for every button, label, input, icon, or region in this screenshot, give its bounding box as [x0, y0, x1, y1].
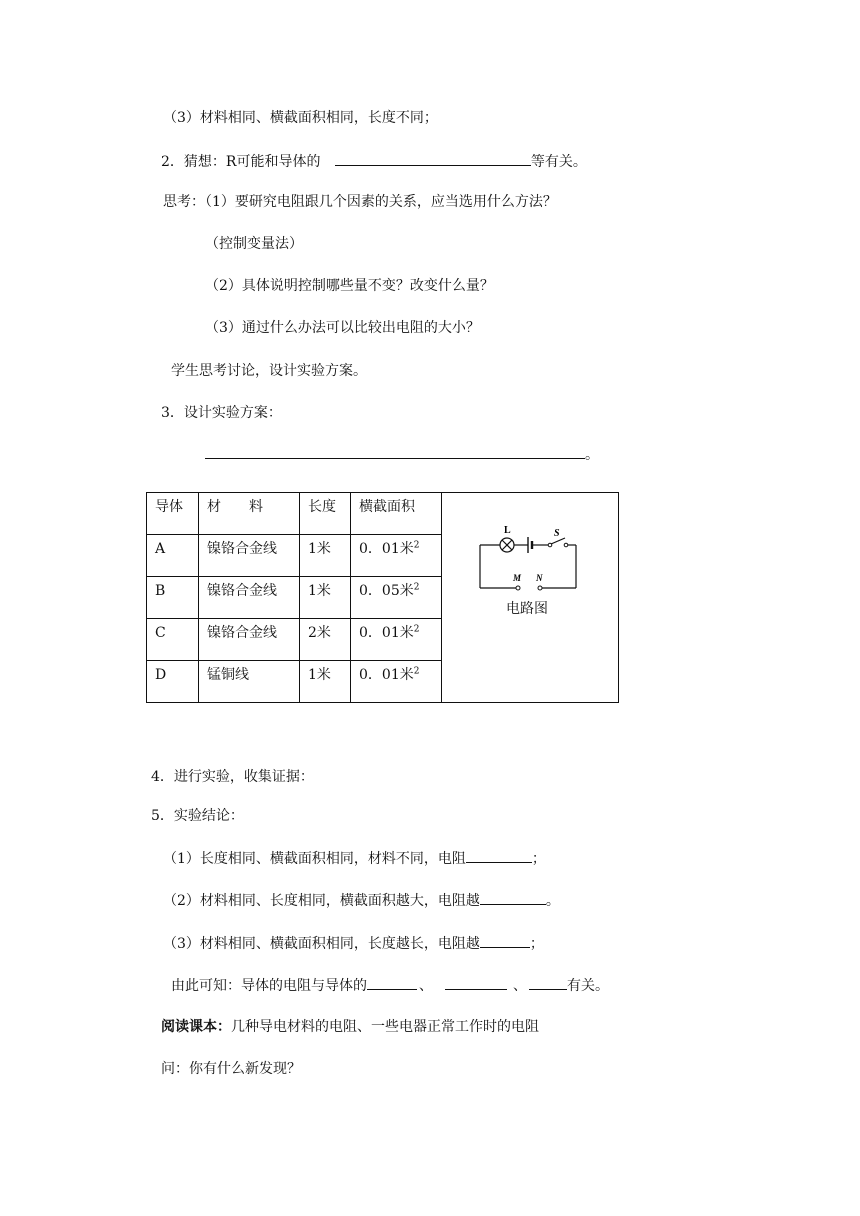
- summary-blank-1[interactable]: [367, 975, 417, 990]
- area-exponent: 2: [413, 540, 420, 551]
- summary-sep-1: 、: [419, 978, 433, 994]
- reading-text: 几种导电材料的电阻、一些电器正常工作时的电阻: [231, 1019, 539, 1035]
- circuit-diagram-cell: [442, 493, 619, 703]
- header-area: 横截面积: [351, 493, 442, 535]
- thinking-q3: （3）通过什么办法可以比较出电阻的大小？: [205, 320, 480, 336]
- thinking-q2: （2）具体说明控制哪些量不变？改变什么量？: [205, 278, 494, 294]
- reading-line: [161, 1017, 539, 1037]
- conclusion-1-blank[interactable]: [466, 848, 532, 863]
- terminal-n: [538, 586, 542, 590]
- header-length: 长度: [300, 493, 351, 535]
- conclusion-heading: 5．实验结论：: [151, 808, 244, 824]
- discussion-line: 学生思考讨论，设计实验方案。: [171, 363, 367, 379]
- conclusion-3-blank[interactable]: [480, 933, 530, 948]
- hypothesis-blank[interactable]: [335, 151, 531, 166]
- conclusion-3-text: （3）材料相同、横截面积相同，长度越长，电阻越: [163, 936, 480, 952]
- table-header-row: [147, 493, 619, 535]
- thinking-q1: 思考：（1）要研究电阻跟几个因素的关系，应当选用什么方法？: [163, 194, 557, 210]
- cell-area: [351, 535, 442, 577]
- conclusion-1-suffix: ；: [531, 851, 546, 867]
- design-plan-blank[interactable]: [205, 444, 585, 459]
- cell-conductor: B: [147, 577, 199, 619]
- summary-suffix: 有关。: [567, 978, 609, 994]
- hypothesis-text: 2．猜想：R可能和导体的: [161, 154, 321, 170]
- cell-area: [351, 661, 442, 703]
- cell-conductor: D: [147, 661, 199, 703]
- cell-material: 锰铜线: [199, 661, 300, 703]
- cell-length: 1米: [300, 577, 351, 619]
- area-value: 0．05米: [359, 583, 414, 599]
- area-value: 0．01米: [359, 625, 414, 641]
- hypothesis-line: [161, 151, 587, 172]
- cell-material: 镍铬合金线: [199, 619, 300, 661]
- thinking-a1: （控制变量法）: [205, 236, 303, 252]
- experiment-step-heading: 4．进行实验，收集证据：: [151, 769, 314, 785]
- summary-blank-2[interactable]: [445, 975, 507, 990]
- design-plan-period: 。: [585, 447, 599, 463]
- reading-label: 阅读课本：: [161, 1019, 231, 1035]
- conclusion-2-text: （2）材料相同、长度相同，横截面积越大，电阻越: [163, 893, 480, 909]
- cell-area: [351, 577, 442, 619]
- terminal-n-label: N: [536, 573, 543, 583]
- cell-conductor: A: [147, 535, 199, 577]
- summary-text: 由此可知：导体的电阻与导体的: [171, 978, 367, 994]
- area-value: 0．01米: [359, 667, 414, 683]
- conclusion-2: [163, 890, 560, 911]
- conclusion-3: [163, 933, 544, 954]
- area-exponent: 2: [413, 624, 420, 635]
- header-material: 材 料: [199, 493, 300, 535]
- terminal-m-label: M: [513, 573, 522, 583]
- cell-material: 镍铬合金线: [199, 535, 300, 577]
- summary-blank-3[interactable]: [529, 975, 567, 990]
- conclusion-2-suffix: 。: [545, 893, 560, 909]
- conclusion-2-blank[interactable]: [480, 890, 546, 905]
- area-exponent: 2: [413, 582, 420, 593]
- design-plan-heading: 3．设计实验方案：: [161, 405, 282, 421]
- hypothesis-suffix: 等有关。: [530, 154, 587, 170]
- lamp-label: L: [504, 525, 511, 536]
- conclusion-1: [163, 848, 546, 869]
- conclusion-3-suffix: ；: [529, 936, 544, 952]
- experiment-table: [146, 492, 619, 703]
- cell-length: 2米: [300, 619, 351, 661]
- cell-length: 1米: [300, 535, 351, 577]
- question-line: 问：你有什么新发现？: [161, 1061, 301, 1077]
- cell-conductor: C: [147, 619, 199, 661]
- conclusion-1-text: （1）长度相同、横截面积相同，材料不同，电阻: [163, 851, 466, 867]
- circuit-caption: 电路图: [506, 601, 548, 617]
- switch-label: S: [554, 528, 560, 539]
- summary-line: [171, 975, 609, 996]
- area-value: 0．01米: [359, 541, 414, 557]
- cell-length: 1米: [300, 661, 351, 703]
- terminal-m: [516, 586, 520, 590]
- design-plan-line: [205, 444, 599, 465]
- cell-area: [351, 619, 442, 661]
- condition-3-line: （3）材料相同、横截面积相同，长度不同；: [163, 110, 438, 126]
- cell-material: 镍铬合金线: [199, 577, 300, 619]
- summary-sep-2: 、: [513, 978, 527, 994]
- area-exponent: 2: [413, 666, 420, 677]
- header-conductor: 导体: [147, 493, 199, 535]
